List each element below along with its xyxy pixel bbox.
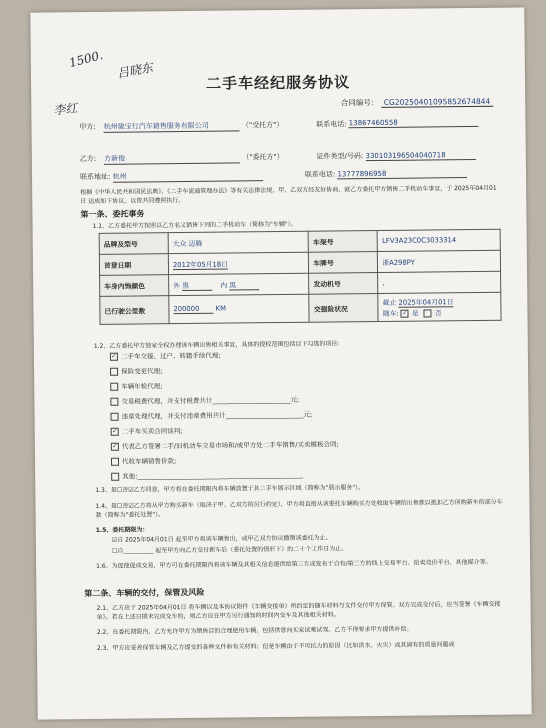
option-label: 其他:___________________________________________________ (122, 470, 304, 481)
option-label: 代表乙方签署二手/旧机动车交易市场和/或甲方处二手车销售/买卖模板合同; (121, 440, 339, 451)
insurance-date: 2025年04月01日 (398, 298, 454, 307)
authorization-option (110, 410, 312, 421)
handwritten-signature: 吕晓东 (116, 60, 155, 81)
brand-value: 大众 迈腾 (168, 231, 309, 253)
plate-label: 车牌号 (309, 251, 378, 273)
option-checkbox[interactable] (111, 413, 119, 421)
option-checkbox[interactable] (110, 368, 118, 376)
clause-1-4: 1.4、是☐否☑乙方将从甲方购买新车（取决于甲、乙双方的另行约定），甲方将直接从该委托车辆购买方处收取车辆的出售款以抵扣乙方所购新车的部分车款（简称为"委托处置"）。 (95, 498, 503, 519)
party-b-label: 乙方: (79, 154, 97, 164)
party-b-addr-label: 联系地址: (79, 172, 111, 182)
authorization-option (111, 426, 183, 436)
party-b-phone: 13777896958 (337, 169, 467, 179)
option-label: 代收车辆销售价款; (121, 457, 177, 466)
option-label: 交易税费代理，并支付税费共计________________________元; (121, 395, 300, 406)
authorization-option (110, 395, 299, 406)
option-checkbox[interactable]: ✓ (111, 352, 117, 360)
vin-value: LFV3A23C0C3033314 (378, 229, 501, 251)
party-a-label: 甲方: (79, 122, 96, 132)
plate-value: 浙A298PY (378, 250, 501, 272)
option-label: 保险变更代理; (121, 367, 163, 376)
clause-1-1: 1.1、乙方委托甲方按照以乙方名义销售下列的二手机动车（简称为"车辆"）。 (92, 220, 297, 230)
option-label: 二手车买卖合同谈判; (121, 427, 183, 436)
document-title: 二手车经纪服务协议 (205, 73, 351, 93)
brand-label: 品牌及型号 (99, 233, 168, 255)
authorization-option (111, 470, 303, 481)
option-checkbox[interactable] (111, 458, 119, 466)
table-row (100, 292, 501, 324)
color-label: 车身内饰颜色 (100, 275, 169, 297)
insurance-yes-checkbox[interactable]: ✓ (402, 309, 408, 317)
clause-2-3: 2.3、甲方应妥善保管车辆及乙方提交的各种文件和有关材料；但是车辆由于不可抗力的原因（比如洪水、火灾）或其固有的质量问题或 (96, 641, 455, 652)
contract-number (341, 96, 493, 109)
authorization-option (111, 456, 176, 466)
party-a-role: （"受托方"） (241, 120, 284, 130)
party-a-name: 杭州骏宝行汽车销售服务有限公司 (104, 120, 240, 132)
authorization-option (111, 439, 339, 450)
party-a-row (79, 118, 499, 133)
option-label: 违章处理代理，并支付违章费用共计________________________元; (121, 410, 313, 421)
party-b-addr: 杭州 (113, 170, 263, 183)
option-checkbox[interactable] (111, 473, 119, 481)
section-1-title: 第一条、委托事务 (80, 209, 145, 220)
party-b-id: 330103196504040718 (365, 151, 475, 161)
party-a-phone-label: 联系电话: (316, 120, 347, 129)
clause-1-3: 1.3、是☐否☑乙方同意，甲方将在委托期限内将车辆放置于其二手车展示区域（简称为"展示服务"）。 (95, 484, 365, 494)
insurance-date-prefix: 截止 (382, 298, 397, 307)
option-checkbox[interactable] (110, 383, 118, 391)
party-b-phone-label: 联系电话: (304, 170, 336, 179)
clause-2-1: 2.1、乙方应于 2025年04月01日 将车辆以及本协议附件《车辆交接单》所约定的随车材料与文件交付甲方保管。双方完成交付后，应当签署《车辆交接单》。若在上述日期未完成交车的，则乙方应在甲方另行通知的时间内交车及其他相关材料。 (96, 600, 501, 621)
party-b-id-label: 证件类型/号码: (316, 152, 364, 161)
option-checkbox[interactable]: ✓ (112, 442, 118, 450)
vin-label: 车架号 (309, 230, 378, 252)
clause-1-5-option-b: ☐自__________ 起至甲方向乙方交付新车后（委托处置的情形下）的二十个工作日为止。 (111, 545, 348, 555)
color-in: 黑 (229, 279, 259, 290)
handwritten-note-price: 1500. (67, 47, 105, 71)
option-label: 车辆年检代理; (121, 382, 163, 391)
insurance-yes-label: 是 (411, 309, 419, 318)
section-2-title: 第二条、车辆的交付，保管及风险 (84, 587, 205, 599)
km-value (169, 294, 310, 323)
contract-number-label: 合同编号： (340, 97, 379, 108)
party-b-row (80, 150, 476, 165)
km-label: 已行驶公里数 (100, 296, 169, 325)
insurance-with-car-label: 随车: (382, 309, 399, 318)
handwritten-note-left: 李红 (52, 100, 79, 118)
clause-1-5-title: 1.5、委托期限为： (95, 526, 149, 534)
party-b-role: （"委托方"） (242, 152, 284, 162)
authorization-option (110, 351, 221, 361)
vehicle-table (99, 229, 502, 325)
engine-value: , (378, 271, 501, 293)
party-b-contact-row (80, 168, 468, 183)
party-a-phone: 13867460558 (349, 118, 479, 128)
reg-date: 2012年05月18日 (172, 260, 228, 269)
km-number: 200000 (173, 305, 213, 314)
reg-label: 首登日期 (99, 254, 168, 276)
insurance-no-label: 否 (434, 309, 442, 318)
color-out-prefix: 外 (173, 281, 181, 290)
authorization-option (110, 381, 162, 391)
clause-1-2: 1.2、乙方委托甲方独家全权办理该车辆出售相关事宜，具体的授权范围包括以下勾选的项目： (93, 340, 344, 350)
insurance-label: 交强险状况 (309, 293, 378, 322)
contract-page (30, 7, 531, 719)
party-b-name: 方新俊 (104, 152, 240, 164)
clause-2-2: 2.2、在委托期限内，乙方允许甲方为销售目的合理使用车辆，包括供意向买家试乘试驾。乙方不得要求甲方提供补偿。 (96, 625, 413, 636)
clause-1-6: 1.6、为促使促成交易，甲方可在委托期限内将该车辆及其相关信息提供给第三方或发布于自有/第三方的线上交易平台、拍卖竞价平台、其他媒介等。 (96, 558, 492, 570)
insurance-no-checkbox[interactable] (424, 309, 432, 317)
color-out: 黑 (182, 279, 212, 290)
engine-label: 发动机号 (309, 272, 378, 294)
option-checkbox[interactable]: ✓ (112, 427, 118, 435)
color-in-prefix: 内 (220, 281, 228, 290)
km-unit: KM (215, 304, 226, 313)
option-label: 二手车交接、过户、转籍手续代理; (120, 351, 221, 361)
color-value (169, 273, 310, 295)
reg-value (168, 252, 309, 274)
insurance-value (378, 292, 501, 321)
clause-1-5-option-a: ☑自 2025年04月01日 起至甲方将该车辆售出，或甲乙双方协议撤销该委托为止。 (111, 534, 332, 544)
authorization-option (110, 366, 162, 376)
contract-number-value: CG20250401095852674844 (381, 97, 494, 108)
option-checkbox[interactable] (110, 398, 118, 406)
preamble: 根据《中华人民共和国民法典》、《二手车流通管理办法》等有关法律法规，甲、乙双方经友好协商，就乙方委托甲方销售二手机动车事宜，于 2025年04月01日 达成如下协议，以资共同遵照执行。 (80, 184, 497, 206)
